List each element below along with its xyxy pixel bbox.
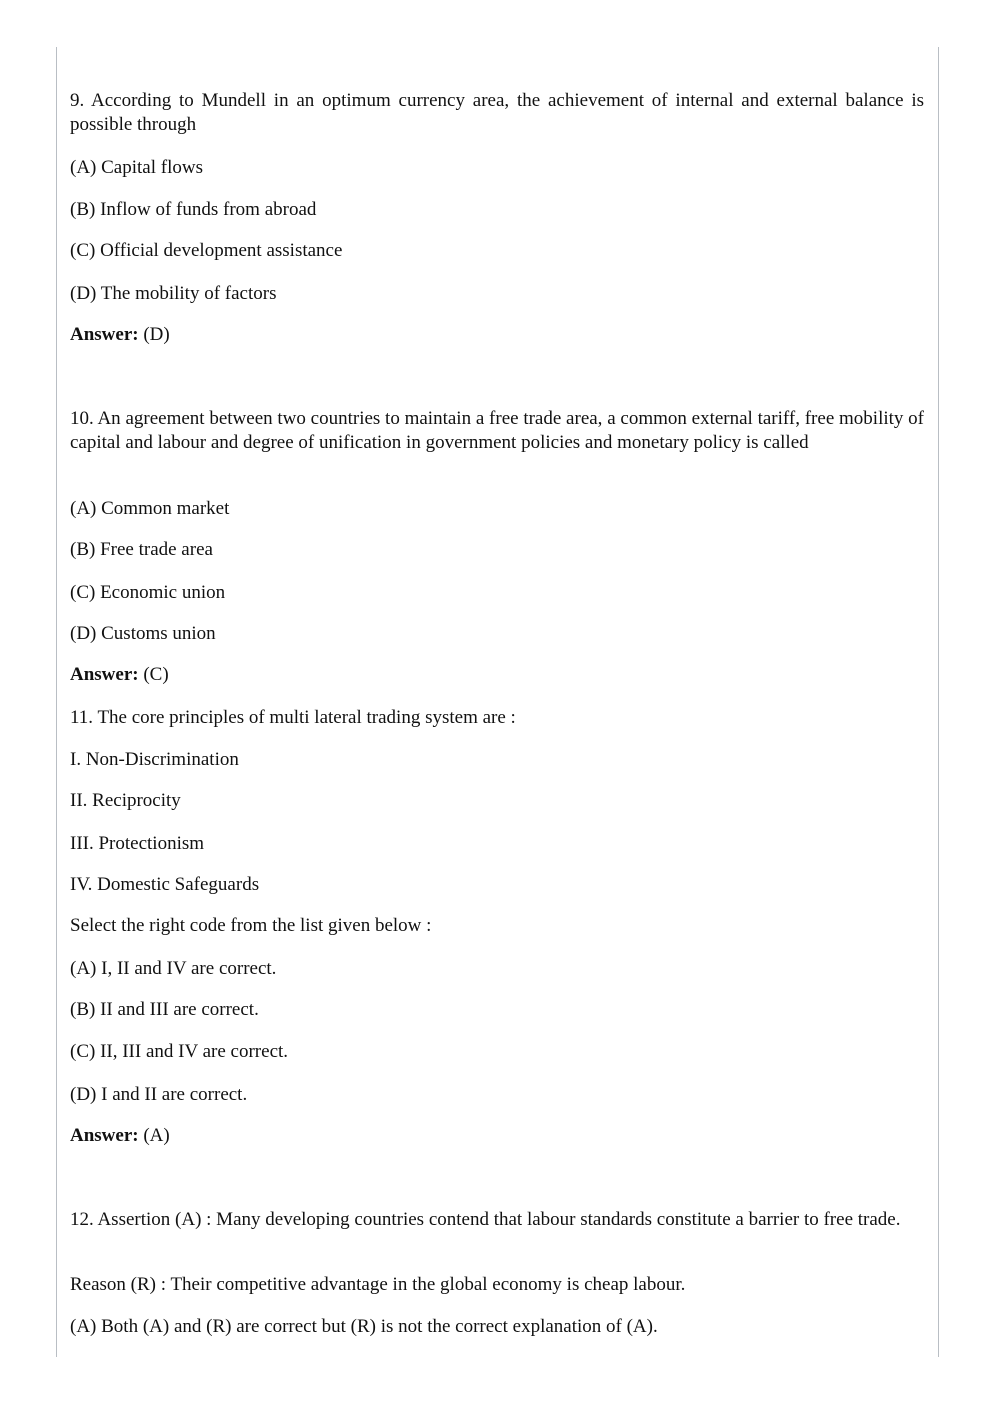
instruction: Select the right code from the list given below : [70, 915, 432, 936]
assertion: 12. Assertion (A) : Many developing countries contend that labour standards constitute a barrier to free trade. [70, 1209, 901, 1230]
question-stem: 9. According to Mundell in an optimum currency area, the achievement of internal and external balance is possible through [70, 90, 924, 135]
option-d: (D) Customs union [70, 623, 216, 644]
reason: Reason (R) : Their competitive advantage in the global economy is cheap labour. [70, 1274, 686, 1295]
answer-value: (D) [143, 324, 170, 345]
answer-line [70, 663, 924, 687]
answer-line [70, 323, 924, 347]
answer-label: Answer: [70, 664, 139, 685]
statement-2: II. Reciprocity [70, 790, 181, 811]
answer-value: (C) [143, 664, 169, 685]
page-left-border [56, 47, 57, 1357]
option-d: (D) The mobility of factors [70, 283, 277, 304]
option-b: (B) II and III are correct. [70, 999, 259, 1020]
answer-label: Answer: [70, 1125, 139, 1146]
answer-label: Answer: [70, 324, 139, 345]
statement-4: IV. Domestic Safeguards [70, 874, 260, 895]
option-a: (A) Both (A) and (R) are correct but (R) is not the correct explanation of (A). [70, 1316, 658, 1337]
option-c: (C) II, III and IV are correct. [70, 1041, 289, 1062]
question-stem: 10. An agreement between two countries to maintain a free trade area, a common external tariff, free mobility of capital and labour and degree of unification in government policies and monetary policy is called [70, 408, 924, 453]
option-d: (D) I and II are correct. [70, 1084, 248, 1105]
option-c: (C) Economic union [70, 582, 226, 603]
answer-line [70, 1124, 924, 1148]
question-stem: 11. The core principles of multi lateral trading system are : [70, 707, 516, 728]
option-b: (B) Inflow of funds from abroad [70, 199, 317, 220]
option-c: (C) Official development assistance [70, 240, 343, 261]
page-right-border [938, 47, 939, 1357]
option-a: (A) Common market [70, 498, 230, 519]
statement-1: I. Non-Discrimination [70, 749, 239, 770]
option-a: (A) Capital flows [70, 157, 203, 178]
statement-3: III. Protectionism [70, 833, 205, 854]
option-b: (B) Free trade area [70, 539, 213, 560]
answer-value: (A) [143, 1125, 170, 1146]
option-a: (A) I, II and IV are correct. [70, 958, 277, 979]
